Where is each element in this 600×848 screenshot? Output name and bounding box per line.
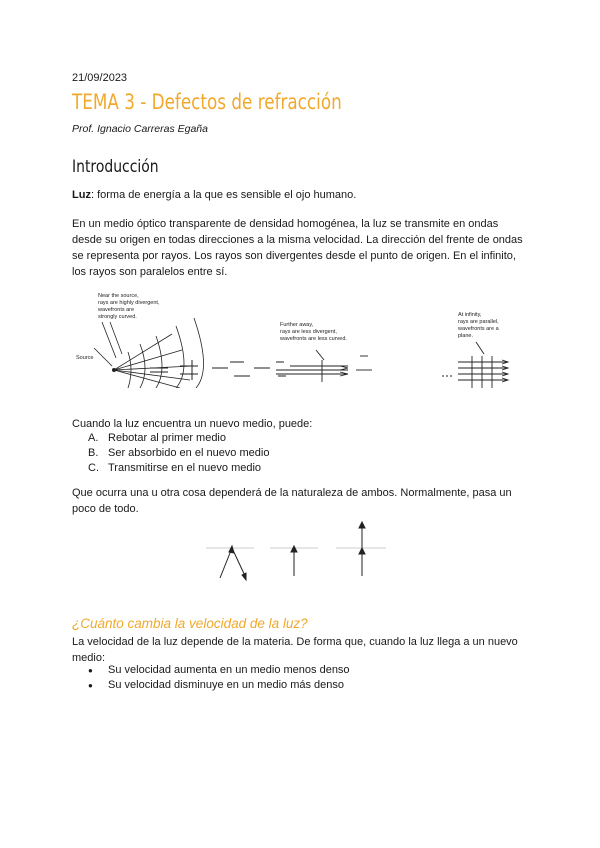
page-title: TEMA 3 - Defectos de refracción — [72, 90, 342, 114]
infinity-label-line-4: plane. — [458, 333, 473, 339]
list-item — [72, 431, 269, 446]
further-label-line-3: wavefronts are less curved. — [280, 336, 347, 342]
infinity-label-line-1: At infinity, — [458, 312, 482, 318]
infinity-label-line-3: wavefronts are a — [458, 326, 499, 332]
luz-definition-text: : forma de energía a la que es sensible el ojo humano. — [90, 189, 357, 201]
bullet-icon: ● — [88, 666, 93, 675]
interaction-figure — [202, 520, 402, 584]
speed-bullets — [72, 663, 350, 693]
absorbed-arrowhead — [291, 546, 297, 552]
reflection-arrowhead — [229, 546, 234, 553]
paragraph-speed: La velocidad de la luz depende de la materia. De forma que, cuando la luz llega a un nuevo medio: — [72, 636, 518, 664]
list-item-text: Su velocidad aumenta en un medio menos denso — [108, 664, 350, 676]
further-label-line-2: rays are less divergent, — [280, 329, 337, 335]
list-item — [72, 678, 350, 693]
transmitted-arrowhead-top — [359, 522, 365, 528]
date: 21/09/2023 — [72, 72, 128, 84]
transmitted-arrowhead-mid — [359, 548, 365, 554]
near-source-group — [76, 293, 286, 388]
list-marker: C. — [88, 462, 99, 474]
list-item-text: Transmitirse en el nuevo medio — [108, 462, 262, 474]
list-item-text: Su velocidad disminuye en un medio más denso — [108, 679, 345, 691]
near-label-line-1: Near the source, — [98, 293, 139, 299]
near-label-line-4: strongly curved. — [98, 314, 137, 320]
source-label: Source — [76, 355, 94, 361]
list-item — [72, 663, 350, 678]
list-marker: B. — [88, 447, 99, 459]
luz-definition — [72, 187, 527, 203]
infinity-group — [442, 312, 508, 388]
section-heading-introduccion: Introducción — [72, 157, 159, 177]
further-label-line-1: Further away, — [280, 322, 314, 328]
list-marker: A. — [88, 432, 99, 444]
author: Prof. Ignacio Carreras Egaña — [72, 123, 208, 135]
luz-term: Luz — [72, 189, 91, 201]
infinity-label-line-2: rays are parallel, — [458, 319, 499, 325]
further-away-group — [276, 322, 372, 382]
subheading-speed: ¿Cuánto cambia la velocidad de la luz? — [72, 616, 308, 631]
near-label-line-3: wavefronts are — [98, 307, 135, 313]
new-medium-intro: Cuando la luz encuentra un nuevo medio, puede: — [72, 418, 313, 430]
paragraph-depends: Que ocurra una u otra cosa dependerá de la naturaleza de ambos. Normalmente, pasa un poco de todo. — [72, 487, 512, 515]
reflected-arrowhead — [242, 573, 246, 580]
near-label-line-2: rays are highly divergent, — [98, 300, 160, 306]
list-item-text: Rebotar al primer medio — [108, 432, 226, 444]
list-item — [72, 461, 269, 476]
list-item — [72, 446, 269, 461]
wavefront-figure — [72, 288, 532, 388]
paragraph-medium: En un medio óptico transparente de densidad homogénea, la luz se transmite en ondas desde su origen en todas direcciones a la misma velocidad. La dirección del frente de ondas se representa por rayos. Los rayos son divergentes desde el punto de origen. En el infinito, los rayos son paralelos entre sí. — [72, 218, 523, 278]
bullet-icon: ● — [88, 681, 93, 690]
options-list — [72, 431, 269, 476]
list-item-text: Ser absorbido en el nuevo medio — [108, 447, 270, 459]
